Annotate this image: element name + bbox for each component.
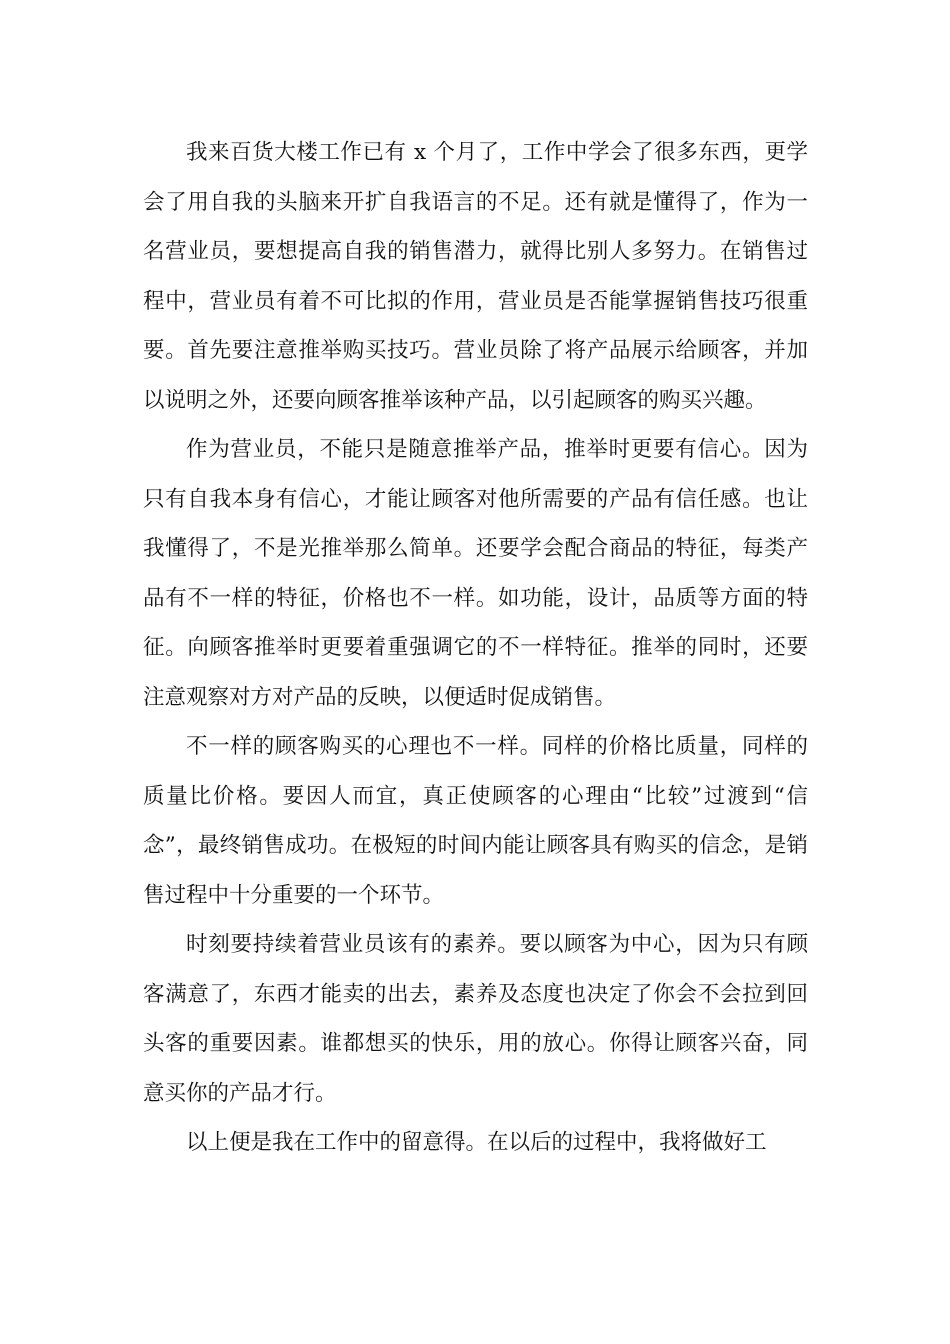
paragraph-3: 不一样的顾客购买的心理也不一样。同样的价格比质量，同样的质量比价格。要因人而宜，真正使顾客的心理由“比较”过渡到“信念”，最终销售成功。在极短的时间内能让顾客具有购买的信念，是销售过程中十分重要的一个环节。 <box>143 734 808 908</box>
document-body <box>143 128 808 1168</box>
paragraph-5: 以上便是我在工作中的留意得。在以后的过程中，我将做好工 <box>186 1130 767 1155</box>
paragraph-4: 时刻要持续着营业员该有的素养。要以顾客为中心，因为只有顾客满意了，东西才能卖的出去，素养及态度也决定了你会不会拉到回头客的重要因素。谁都想买的快乐，用的放心。你得让顾客兴奋，同意买你的产品才行。 <box>143 932 808 1106</box>
paragraph-1: 我来百货大楼工作已有 x 个月了，工作中学会了很多东西，更学会了用自我的头脑来开扩自我语言的不足。还有就是懂得了，作为一名营业员，要想提高自我的销售潜力，就得比别人多努力。在销售过程中，营业员有着不可比拟的作用，营业员是否能掌握销售技巧很重要。首先要注意推举购买技巧。营业员除了将产品展示给顾客，并加以说明之外，还要向顾客推举该种产品，以引起顾客的购买兴趣。 <box>143 140 808 413</box>
paragraph-2: 作为营业员，不能只是随意推举产品，推举时更要有信心。因为只有自我本身有信心，才能让顾客对他所需要的产品有信任感。也让我懂得了，不是光推举那么简单。还要学会配合商品的特征，每类产品有不一样的特征，价格也不一样。如功能，设计，品质等方面的特征。向顾客推举时更要着重强调它的不一样特征。推举的同时，还要注意观察对方对产品的反映，以便适时促成销售。 <box>143 437 808 710</box>
